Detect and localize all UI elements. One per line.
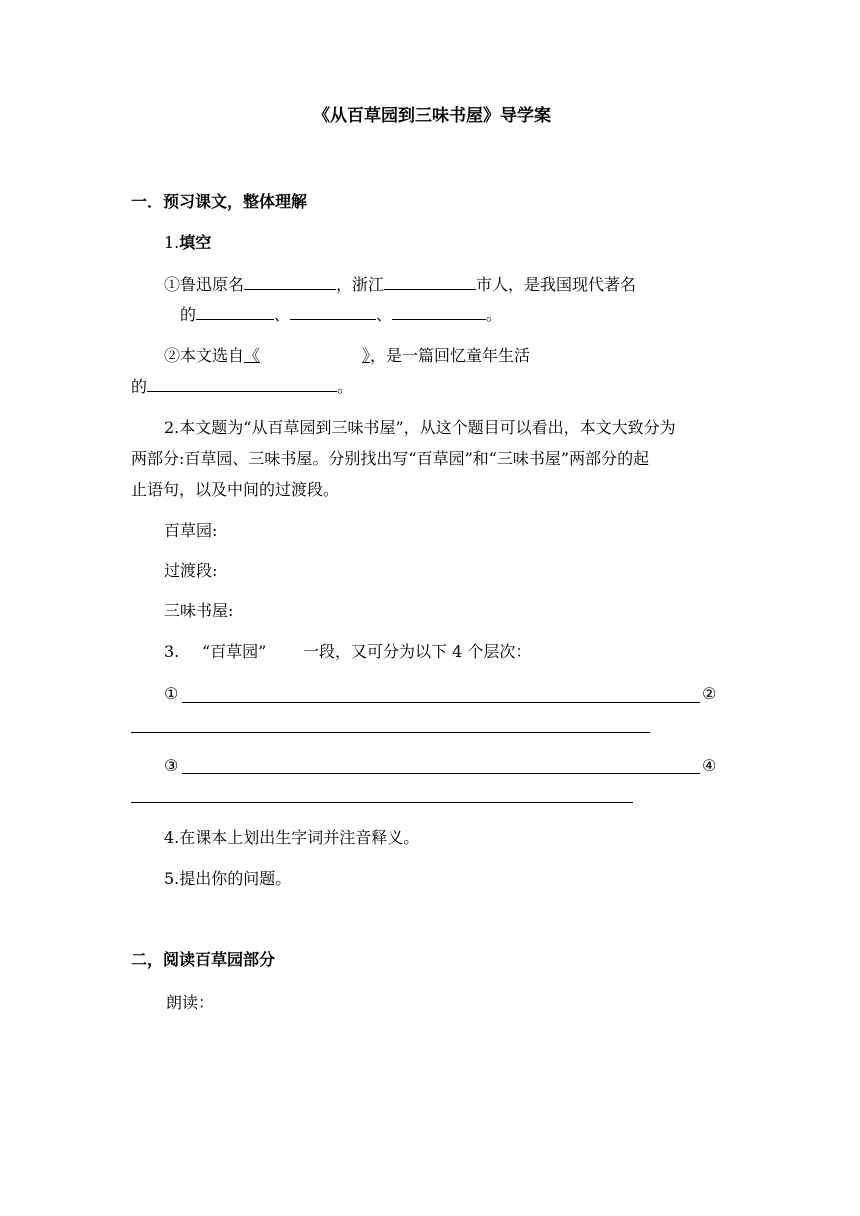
fill-text: 。 <box>486 305 503 324</box>
fill-text: 。 <box>337 377 354 396</box>
question-2-line-3: 止语句，以及中间的过渡段。 <box>131 480 340 499</box>
answer-line-layer-1[interactable] <box>182 702 700 703</box>
fill-text: 、 <box>274 305 291 324</box>
reading-label: 朗读： <box>166 993 215 1012</box>
blank-identity-2[interactable] <box>290 304 376 320</box>
part-transition-label: 过渡段: <box>164 561 218 580</box>
blank-identity-1[interactable] <box>196 304 274 320</box>
question-5: 5.提出你的问题。 <box>164 869 292 888</box>
answer-line-layer-2[interactable] <box>131 732 650 733</box>
part-baicaoyuan-label: 百草园: <box>164 521 218 540</box>
blank-identity-3[interactable] <box>392 304 486 320</box>
fill-text: ，是一篇回忆童年生活 <box>370 346 531 365</box>
book-close-mark: 》 <box>362 346 371 365</box>
answer-line-layer-4[interactable] <box>131 802 633 803</box>
page-title: 《从百草园到三味书屋》导学案 <box>313 106 551 126</box>
layer-3-marker: ③ <box>164 756 179 775</box>
book-open-mark: 《 <box>244 346 261 365</box>
blank-original-name[interactable] <box>244 274 336 290</box>
question-1-title <box>164 233 211 253</box>
question-2-line-1: 2.本文题为“从百草园到三味书屋”，从这个题目可以看出，本文大致分为 <box>164 418 676 437</box>
question-3-quote: “百草园” <box>202 642 267 661</box>
question-4: 4.在课本上划出生字词并注音释义。 <box>164 828 420 847</box>
fill-text: 市人，是我国现代著名 <box>476 275 637 294</box>
question-2-line-2: 两部分:百草园、三味书屋。分别找出写“百草园”和“三味书屋”两部分的起 <box>131 449 650 468</box>
blank-hometown[interactable] <box>384 274 476 290</box>
fill-text: 的 <box>131 377 148 396</box>
fill-text: ①鲁迅原名 <box>164 275 245 294</box>
fill-line-1 <box>164 274 636 295</box>
answer-line-layer-3[interactable] <box>182 773 700 774</box>
layer-4-marker: ④ <box>702 756 717 775</box>
fill-line-2 <box>180 304 502 325</box>
fill-text: ②本文选自 <box>164 346 245 365</box>
section-1-heading: 一．预习课文，整体理解 <box>131 192 308 211</box>
blank-genre[interactable] <box>147 376 337 392</box>
question-1-number: 1. <box>164 233 180 252</box>
layer-2-marker: ② <box>702 684 717 703</box>
fill-text: 的 <box>180 305 197 324</box>
layer-1-marker: ① <box>164 684 179 703</box>
fill-line-3 <box>164 346 530 366</box>
part-sanweishuwu-label: 三味书屋: <box>164 601 234 620</box>
fill-line-4 <box>131 376 353 397</box>
section-2-heading: 二，阅读百草园部分 <box>131 950 276 969</box>
question-3-number: 3. <box>164 642 180 661</box>
fill-text: 、 <box>376 305 393 324</box>
question-1-label: 填空 <box>179 233 212 252</box>
fill-text: ，浙江 <box>336 275 385 294</box>
question-3-text: 一段，又可分为以下 4 个层次： <box>303 642 532 661</box>
blank-book-title[interactable] <box>244 346 370 365</box>
